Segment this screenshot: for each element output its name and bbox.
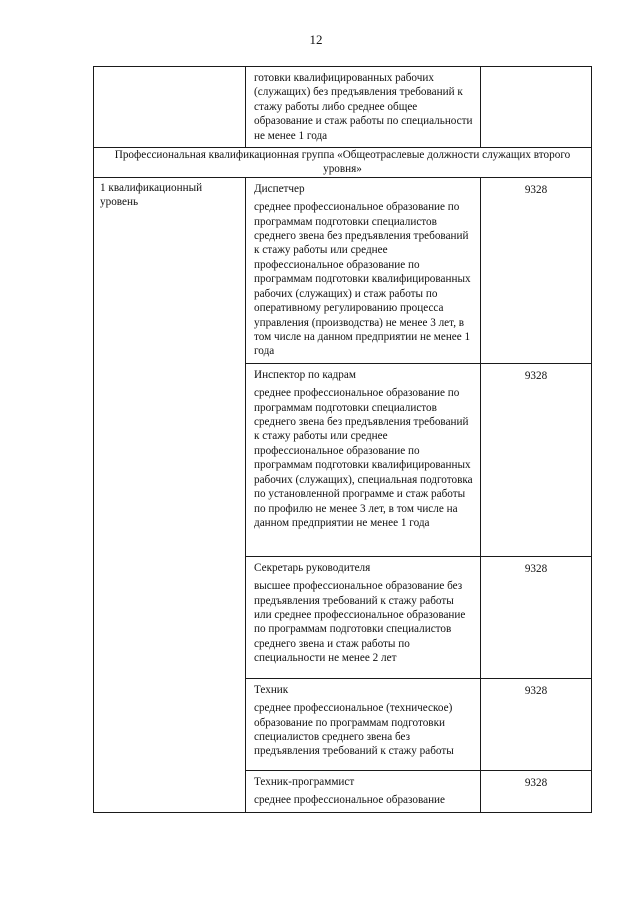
position-requirements: среднее профессиональное образование по программам подготовки специалистов среднего звена без предъявления требований к стажу работы или среднее профессиональное образование по программам подготовки квалифицированных рабочих (служащих), специальная подготовка по установленной программе и стаж работы по профилю не менее 3 лет, в том числе на данном предприятии не менее 1 года bbox=[254, 387, 473, 529]
position-title: Техник-программист bbox=[254, 775, 355, 788]
group-title: Профессиональная квалификационная группа «Общеотраслевые должности служащих второго уровня» bbox=[94, 148, 592, 178]
continuation-cell bbox=[246, 67, 481, 148]
position-cell bbox=[246, 177, 481, 363]
position-cell bbox=[246, 363, 481, 556]
position-title: Диспетчер bbox=[254, 182, 305, 195]
position-code: 9328 bbox=[524, 684, 548, 697]
position-requirements: высшее профессиональное образование без предъявления требований к стажу работы или среднее профессиональное образование по программам подготовки специалистов среднего звена и стаж работы по специальности не менее 2 лет bbox=[254, 580, 466, 665]
position-title: Инспектор по кадрам bbox=[254, 368, 356, 381]
position-requirements: среднее профессиональное образование по программам подготовки специалистов среднего звена без предъявления требований к стажу работы или среднее профессиональное образование по программам подготовки квалифицированных рабочих (служащих) и стаж работы по оперативному регулированию процесса управления (производства) не менее 3 лет, в том числе на данном предприятии не менее 1 года bbox=[254, 201, 471, 358]
position-title: Секретарь руководителя bbox=[254, 561, 371, 574]
code-cell bbox=[481, 556, 592, 678]
code-cell bbox=[481, 770, 592, 812]
qualification-table bbox=[93, 66, 592, 813]
position-code: 9328 bbox=[524, 369, 548, 382]
empty-cell bbox=[94, 67, 246, 148]
group-row bbox=[94, 148, 592, 178]
continuation-row bbox=[94, 67, 592, 148]
empty-cell bbox=[481, 67, 592, 148]
code-cell bbox=[481, 678, 592, 770]
code-cell bbox=[481, 177, 592, 363]
table-row bbox=[94, 177, 592, 363]
position-requirements: среднее профессиональное (техническое) образование по программам подготовки специалистов среднего звена без предъявления требований к стажу работы bbox=[254, 702, 454, 758]
position-code: 9328 bbox=[524, 183, 548, 196]
position-cell bbox=[246, 556, 481, 678]
level-cell bbox=[94, 177, 246, 812]
position-title: Техник bbox=[254, 683, 289, 696]
position-code: 9328 bbox=[524, 562, 548, 575]
position-code: 9328 bbox=[524, 776, 548, 789]
level-label: 1 квалификационный уровень bbox=[100, 181, 203, 209]
code-cell bbox=[481, 363, 592, 556]
page-number: 12 bbox=[309, 32, 323, 47]
position-cell bbox=[246, 770, 481, 812]
position-requirements: среднее профессиональное образование bbox=[254, 794, 446, 807]
position-cell bbox=[246, 678, 481, 770]
continuation-text: готовки квалифицированных рабочих (служащих) без предъявления требований к стажу работы либо среднее общее образование и стаж работы по специальности не менее 1 года bbox=[254, 72, 473, 142]
